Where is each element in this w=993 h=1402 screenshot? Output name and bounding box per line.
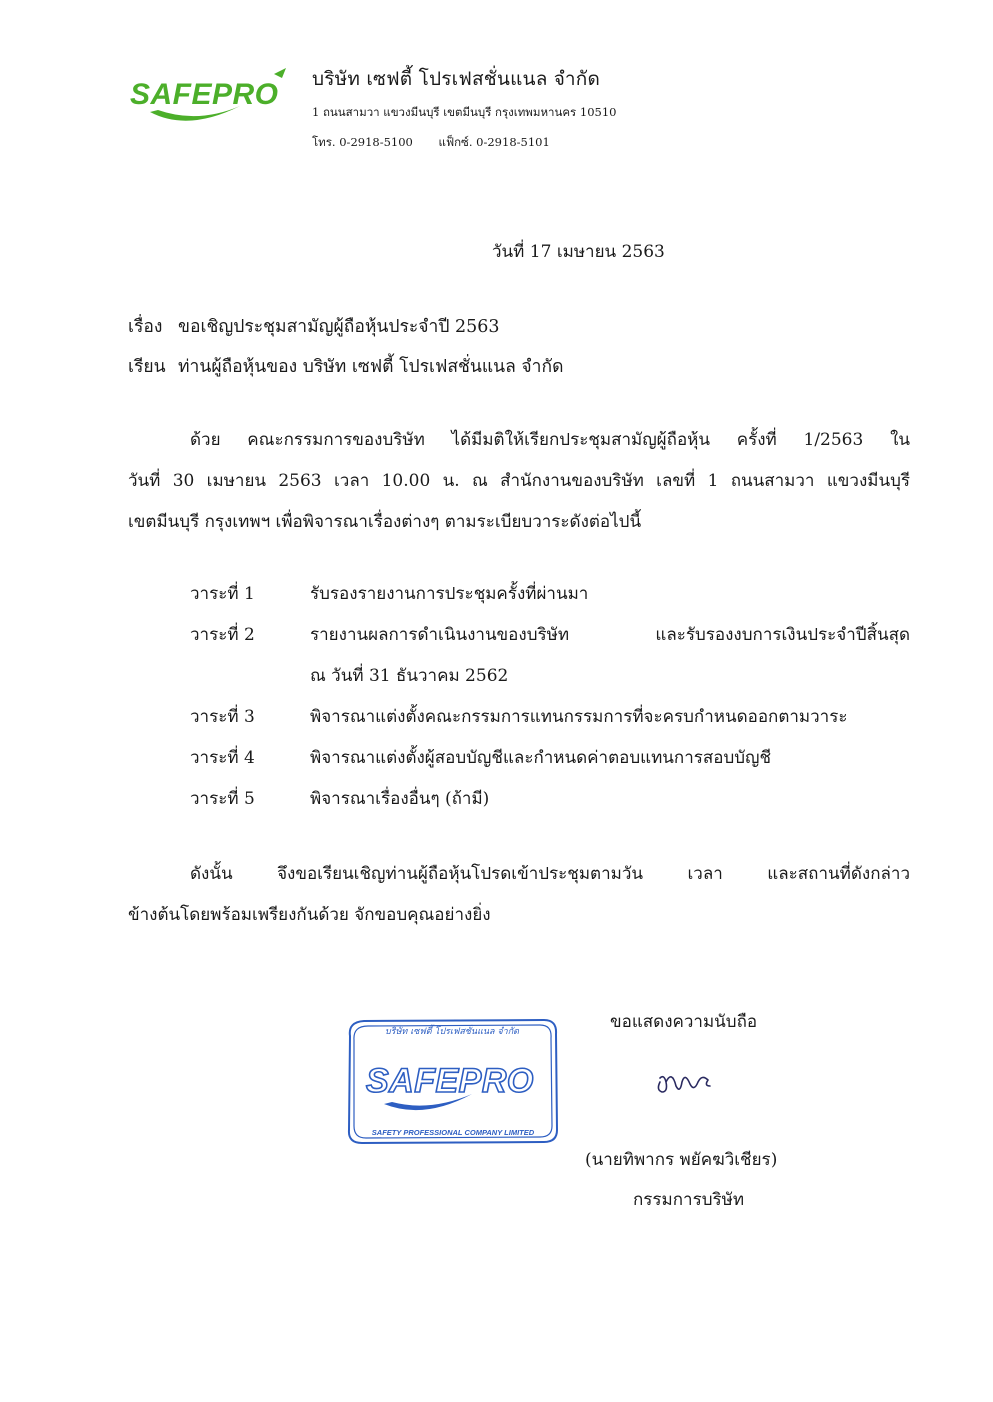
company-fax: แฟ็กซ์. 0-2918-5101 (438, 135, 550, 149)
agenda-number: วาระที่ 4 (190, 748, 255, 768)
agenda-text: รับรองรายงานการประชุมครั้งที่ผ่านมา (310, 584, 589, 604)
paragraph-line: ข้างต้นโดยพร้อมเพรียงกันด้วย จักขอบคุณอย่างยิ่ง (128, 905, 491, 925)
agenda-number: วาระที่ 5 (190, 789, 255, 809)
safepro-logo (128, 66, 300, 136)
closing-regards: ขอแสดงความนับถือ (610, 1012, 758, 1032)
signature (652, 1060, 722, 1100)
agenda-text-continued: ณ วันที่ 31 ธันวาคม 2562 (310, 666, 509, 686)
subject-text: ขอเชิญประชุมสามัญผู้ถือหุ้นประจำปี 2563 (178, 317, 500, 337)
signer-title: กรรมการบริษัท (633, 1190, 745, 1210)
agenda-number: วาระที่ 1 (190, 584, 255, 604)
stamp-logo-text: SAFEPRO (366, 1062, 534, 1100)
paragraph-line: วันที่ 30 เมษายน 2563 เวลา 10.00 น. ณ สำนักงานของบริษัท เลขที่ 1 ถนนสามวา แขวงมีนบุรี (128, 471, 910, 491)
agenda-text: รายงานผลการดำเนินงานของบริษัท และรับรองงบการเงินประจำปีสิ้นสุด (310, 625, 910, 645)
paragraph-line: ด้วย คณะกรรมการของบริษัท ได้มีมติให้เรียกประชุมสามัญผู้ถือหุ้น ครั้งที่ 1/2563 ใน (190, 430, 910, 450)
paragraph-line: ดังนั้น จึงขอเรียนเชิญท่านผู้ถือหุ้นโปรดเข้าประชุมตามวัน เวลา และสถานที่ดังกล่าว (190, 864, 910, 884)
agenda-text: พิจารณาแต่งตั้งผู้สอบบัญชีและกำหนดค่าตอบแทนการสอบบัญชี (310, 748, 772, 768)
agenda-text: พิจารณาเรื่องอื่นๆ (ถ้ามี) (310, 789, 490, 809)
salutation-text: ท่านผู้ถือหุ้นของ บริษัท เซฟตี้ โปรเฟสชั่นแนล จำกัด (178, 357, 564, 377)
company-phone: โทร. 0-2918-5100 (312, 135, 413, 149)
paragraph-line: เขตมีนบุรี กรุงเทพฯ เพื่อพิจารณาเรื่องต่างๆ ตามระเบียบวาระดังต่อไปนี้ (128, 512, 642, 532)
company-contact (312, 134, 550, 152)
logo-text: SAFEPRO (130, 78, 279, 111)
company-address: 1 ถนนสามวา แขวงมีนบุรี เขตมีนบุรี กรุงเทพมหานคร 10510 (312, 105, 617, 119)
salutation-label: เรียน (128, 357, 166, 377)
subject-line (128, 312, 500, 340)
signer-name: (นายทิพากร พยัคฆวิเชียร) (585, 1150, 778, 1170)
company-name: บริษัท เซฟตี้ โปรเฟสชั่นแนล จำกัด (312, 68, 601, 90)
stamp-company-name: บริษัท เซฟตี้ โปรเฟสชั่นแนล จำกัด (384, 1027, 520, 1037)
letter-date: วันที่ 17 เมษายน 2563 (492, 242, 665, 262)
agenda-text: พิจารณาแต่งตั้งคณะกรรมการแทนกรรมการที่จะครบกำหนดออกตามวาระ (310, 707, 848, 727)
agenda-number: วาระที่ 2 (190, 625, 255, 645)
salutation-line (128, 352, 563, 380)
agenda-number: วาระที่ 3 (190, 707, 255, 727)
subject-label: เรื่อง (128, 317, 163, 337)
stamp-english-name: SAFETY PROFESSIONAL COMPANY LIMITED (371, 1128, 535, 1137)
